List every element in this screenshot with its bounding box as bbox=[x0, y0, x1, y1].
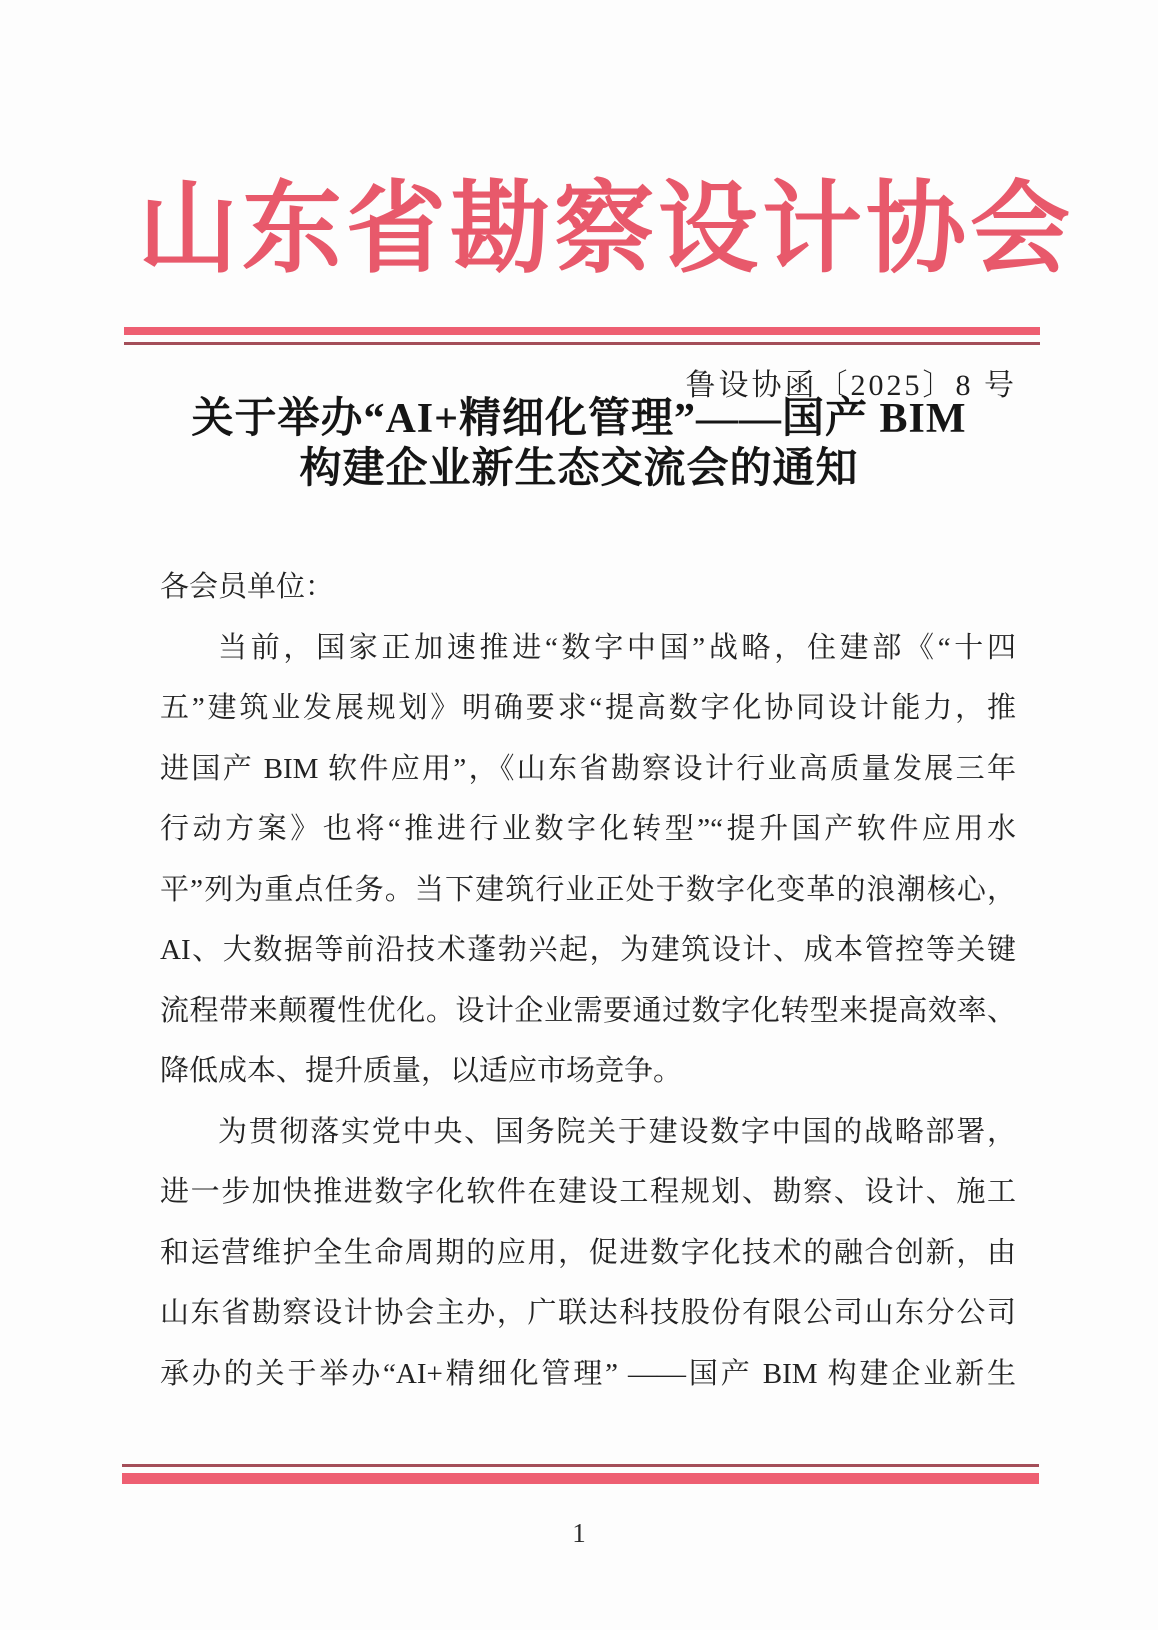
body-line: 为贯彻落实党中央、国务院关于建设数字中国的战略部署， bbox=[218, 1115, 1016, 1148]
body-line: 各会员单位： bbox=[160, 571, 335, 603]
body-line: 和运营维护全生命周期的应用，促进数字化技术的融合创新，由 bbox=[160, 1236, 1016, 1269]
document-title-line2: 构建企业新生态交流会的通知 bbox=[299, 446, 859, 492]
body-line: 进一步加快推进数字化软件在建设工程规划、勘察、设计、施工 bbox=[160, 1176, 1016, 1208]
body-line: 降低成本、提升质量，以适应市场竞争。 bbox=[160, 1055, 683, 1087]
document-title bbox=[153, 394, 1005, 494]
body-line: AI、大数据等前沿技术蓬勃兴起，为建筑设计、成本管控等关键 bbox=[160, 934, 1016, 966]
footer-rule-thin bbox=[122, 1464, 1039, 1467]
header-rule-thin bbox=[124, 342, 1040, 345]
document-number: 鲁设协函〔2025〕8 号 bbox=[685, 369, 1017, 402]
page-number: 1 bbox=[572, 1518, 586, 1548]
body-line: 承办的关于举办“AI+精细化管理” ——国产 BIM 构建企业新生 bbox=[160, 1357, 1016, 1390]
document-title-line1: 关于举办“AI+精细化管理”——国产 BIM bbox=[191, 396, 967, 442]
header-rule-thick bbox=[124, 327, 1040, 335]
body-line: 流程带来颠覆性优化。设计企业需要通过数字化转型来提高效率、 bbox=[160, 994, 1016, 1027]
body-line: 行动方案》也将“推进行业数字化转型”“提升国产软件应用水 bbox=[160, 813, 1016, 845]
footer-rule-thick bbox=[122, 1473, 1039, 1484]
letterhead-title: 山东省勘察设计协会 bbox=[138, 174, 1074, 285]
body-line: 五”建筑业发展规划》明确要求“提高数字化协同设计能力，推 bbox=[160, 692, 1016, 724]
body-line: 当前，国家正加速推进“数字中国”战略，住建部《“十四 bbox=[218, 631, 1016, 664]
body-line: 平”列为重点任务。当下建筑行业正处于数字化变革的浪潮核心， bbox=[160, 873, 1016, 906]
body-line: 山东省勘察设计协会主办，广联达科技股份有限公司山东分公司 bbox=[160, 1297, 1016, 1329]
body-line: 进国产 BIM 软件应用”，《山东省勘察设计行业高质量发展三年 bbox=[160, 752, 1016, 785]
document-body bbox=[160, 557, 1016, 1404]
